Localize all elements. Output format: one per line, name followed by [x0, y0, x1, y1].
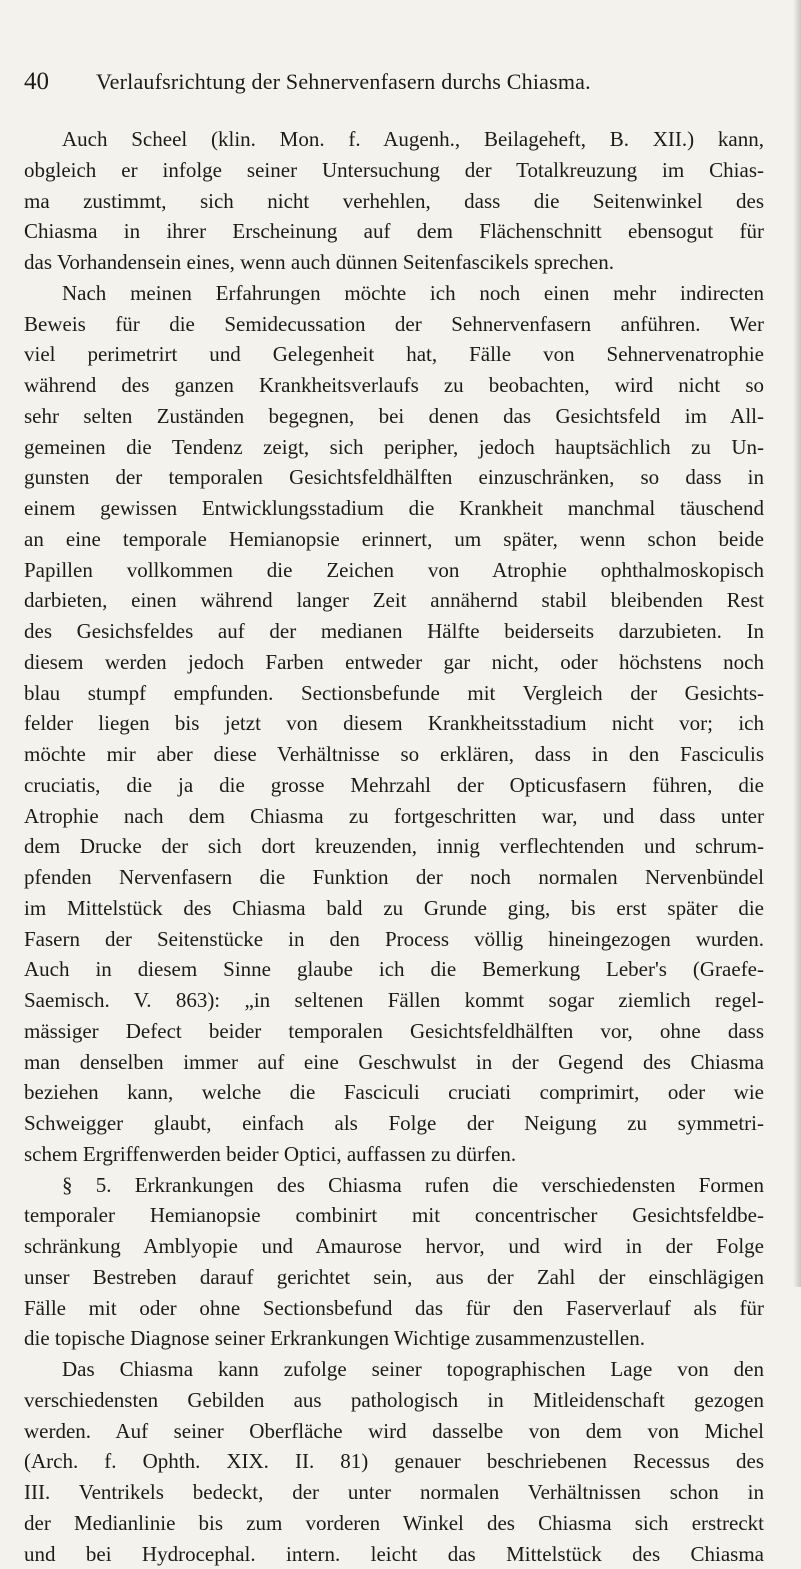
text-line: mässiger Defect beider temporalen Gesichtsfeldhälften vor, ohne dass — [24, 1016, 764, 1047]
text-line: darbieten, einen während langer Zeit annähernd stabil bleibenden Rest — [24, 585, 764, 616]
text-line: des Gesichsfeldes auf der medianen Hälfte beiderseits darzubieten. In — [24, 616, 764, 647]
text-line: obgleich er infolge seiner Untersuchung der Totalkreuzung im Chias- — [24, 155, 764, 186]
text-line: sehr selten Zuständen begegnen, bei denen das Gesichtsfeld im All- — [24, 401, 764, 432]
text-line: gemeinen die Tendenz zeigt, sich peripher, jedoch hauptsächlich zu Un- — [24, 432, 764, 463]
text-line: Das Chiasma kann zufolge seiner topographischen Lage von den — [24, 1354, 764, 1385]
text-line: und bei Hydrocephal. intern. leicht das Mittelstück des Chiasma — [24, 1539, 764, 1569]
text-line: Chiasma in ihrer Erscheinung auf dem Flächenschnitt ebensogut für — [24, 216, 764, 247]
text-line: man denselben immer auf eine Geschwulst in der Gegend des Chiasma — [24, 1047, 764, 1078]
text-line: § 5. Erkrankungen des Chiasma rufen die verschiedensten Formen — [24, 1170, 764, 1201]
text-line: dem Drucke der sich dort kreuzenden, innig verflechtenden und schrum- — [24, 831, 764, 862]
text-line: felder liegen bis jetzt von diesem Krankheitsstadium nicht vor; ich — [24, 708, 764, 739]
page-edge-shadow — [793, 0, 801, 1287]
text-line: III. Ventrikels bedeckt, der unter normalen Verhältnissen schon in — [24, 1477, 764, 1508]
text-line: Saemisch. V. 863): „in seltenen Fällen kommt sogar ziemlich regel- — [24, 985, 764, 1016]
text-line: schem Ergriffenwerden beider Optici, auffassen zu dürfen. — [24, 1139, 764, 1170]
text-line: werden. Auf seiner Oberfläche wird dasselbe von dem von Michel — [24, 1416, 764, 1447]
text-line: Fälle mit oder ohne Sectionsbefund das für den Faserverlauf als für — [24, 1293, 764, 1324]
text-line: an eine temporale Hemianopsie erinnert, um später, wenn schon beide — [24, 524, 764, 555]
text-line: der Medianlinie bis zum vorderen Winkel des Chiasma sich erstreckt — [24, 1508, 764, 1539]
text-line: Papillen vollkommen die Zeichen von Atrophie ophthalmoskopisch — [24, 555, 764, 586]
text-line: das Vorhandensein eines, wenn auch dünnen Seitenfascikels sprechen. — [24, 247, 764, 278]
text-line: unser Bestreben darauf gerichtet sein, aus der Zahl der einschlägigen — [24, 1262, 764, 1293]
text-line: gunsten der temporalen Gesichtsfeldhälften einzuschränken, so dass in — [24, 462, 764, 493]
text-line: die topische Diagnose seiner Erkrankungen Wichtige zusammenzustellen. — [24, 1323, 764, 1354]
body-text — [24, 124, 764, 1569]
running-head-title: Verlaufsrichtung der Sehnervenfasern durchs Chiasma. — [96, 64, 591, 100]
text-line: beziehen kann, welche die Fasciculi cruciati comprimirt, oder wie — [24, 1077, 764, 1108]
text-line: Schweigger glaubt, einfach als Folge der Neigung zu symmetri- — [24, 1108, 764, 1139]
running-head — [24, 64, 764, 100]
text-line: einem gewissen Entwicklungsstadium die Krankheit manchmal täuschend — [24, 493, 764, 524]
text-line: Beweis für die Semidecussation der Sehnervenfasern anführen. Wer — [24, 309, 764, 340]
text-line: schränkung Amblyopie und Amaurose hervor, und wird in der Folge — [24, 1231, 764, 1262]
text-line: viel perimetrirt und Gelegenheit hat, Fälle von Sehnervenatrophie — [24, 339, 764, 370]
text-line: Auch in diesem Sinne glaube ich die Bemerkung Leber's (Graefe- — [24, 954, 764, 985]
text-line: ma zustimmt, sich nicht verhehlen, dass die Seitenwinkel des — [24, 186, 764, 217]
text-line: pfenden Nervenfasern die Funktion der noch normalen Nervenbündel — [24, 862, 764, 893]
text-line: Fasern der Seitenstücke in den Process völlig hineingezogen wurden. — [24, 924, 764, 955]
text-line: diesem werden jedoch Farben entweder gar nicht, oder höchstens noch — [24, 647, 764, 678]
text-line: während des ganzen Krankheitsverlaufs zu beobachten, wird nicht so — [24, 370, 764, 401]
text-line: (Arch. f. Ophth. XIX. II. 81) genauer beschriebenen Recessus des — [24, 1446, 764, 1477]
page-number: 40 — [24, 64, 49, 100]
text-line: temporaler Hemianopsie combinirt mit concentrischer Gesichtsfeldbe- — [24, 1200, 764, 1231]
text-line: im Mittelstück des Chiasma bald zu Grunde ging, bis erst später die — [24, 893, 764, 924]
text-line: Atrophie nach dem Chiasma zu fortgeschritten war, und dass unter — [24, 801, 764, 832]
text-line: Nach meinen Erfahrungen möchte ich noch einen mehr indirecten — [24, 278, 764, 309]
text-line: möchte mir aber diese Verhältnisse so erklären, dass in den Fasciculis — [24, 739, 764, 770]
text-line: blau stumpf empfunden. Sectionsbefunde mit Vergleich der Gesichts- — [24, 678, 764, 709]
text-line: cruciatis, die ja die grosse Mehrzahl der Opticusfasern führen, die — [24, 770, 764, 801]
text-line: verschiedensten Gebilden aus pathologisch in Mitleidenschaft gezogen — [24, 1385, 764, 1416]
text-line: Auch Scheel (klin. Mon. f. Augenh., Beilageheft, B. XII.) kann, — [24, 124, 764, 155]
